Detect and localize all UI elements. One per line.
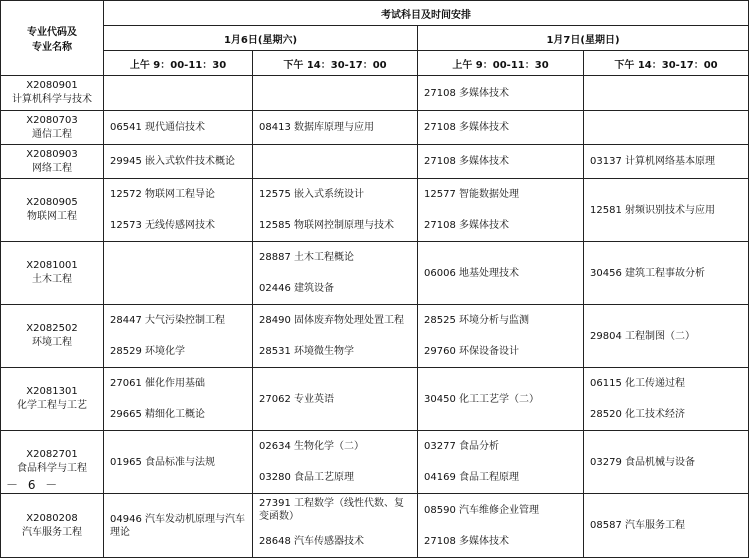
exam-cell — [584, 145, 749, 179]
exam-subject: 27108 多媒体技术 — [424, 122, 509, 133]
exam-cell — [104, 305, 253, 368]
major-name: 物联网工程 — [27, 211, 77, 222]
exam-subject: 02446 建筑设备 — [259, 283, 334, 294]
exam-subject: 28887 土木工程概论 — [259, 252, 354, 263]
major-name: 土木工程 — [32, 274, 72, 285]
major-code: X2080903 — [26, 148, 78, 160]
exam-subject: 27108 多媒体技术 — [424, 535, 509, 547]
exam-cell — [253, 305, 418, 368]
exam-subject: 08587 汽车服务工程 — [590, 520, 685, 531]
exam-subject: 12585 物联网控制原理与技术 — [259, 220, 394, 231]
major-name: 通信工程 — [32, 128, 72, 140]
page-number: － 6 － — [6, 478, 61, 492]
major-code: X2081001 — [26, 260, 78, 271]
table-row — [1, 242, 749, 305]
exam-cell — [418, 242, 584, 305]
exam-cell — [584, 431, 749, 494]
exam-cell — [253, 179, 418, 242]
exam-subject: 27061 催化作用基础 — [110, 378, 205, 389]
exam-subject: 01965 食品标准与法规 — [110, 456, 215, 468]
exam-subject: 28529 环境化学 — [110, 346, 185, 357]
exam-subject: 29945 嵌入式软件技术概论 — [110, 156, 235, 167]
exam-cell — [253, 494, 418, 558]
exam-cell — [104, 368, 253, 431]
major-cell — [1, 76, 104, 111]
exam-cell — [418, 145, 584, 179]
exam-subject: 30450 化工工艺学（二） — [424, 393, 539, 405]
major-code: X2080208 — [26, 512, 78, 524]
table-row — [1, 76, 749, 111]
table-row — [1, 111, 749, 145]
major-cell — [1, 368, 104, 431]
exam-subject: 08590 汽车维修企业管理 — [424, 504, 539, 516]
exam-subject: 06115 化工传递过程 — [590, 378, 685, 389]
major-code: X2080901 — [26, 80, 78, 91]
exam-subject: 27062 专业英语 — [259, 393, 334, 405]
schedule-body — [1, 76, 749, 558]
exam-subject: 28447 大气污染控制工程 — [110, 315, 225, 326]
exam-subject: 12581 射频识别技术与应用 — [590, 204, 715, 216]
exam-subject: 27108 多媒体技术 — [424, 87, 509, 99]
major-name: 网络工程 — [32, 162, 72, 174]
exam-subject: 28531 环境微生物学 — [259, 346, 354, 357]
major-cell — [1, 111, 104, 145]
exam-subject: 27108 多媒体技术 — [424, 220, 509, 231]
exam-cell — [253, 76, 418, 111]
exam-subject: 29804 工程制图（二） — [590, 330, 695, 342]
major-header-line: 专业名称 — [32, 42, 72, 53]
exam-cell — [584, 76, 749, 111]
major-cell — [1, 242, 104, 305]
exam-cell — [104, 431, 253, 494]
exam-cell — [418, 494, 584, 558]
major-code: X2082701 — [26, 449, 78, 460]
major-name: 汽车服务工程 — [22, 526, 82, 538]
exam-subject: 03280 食品工艺原理 — [259, 472, 354, 483]
exam-subject: 03277 食品分析 — [424, 441, 499, 452]
exam-subject: 27108 多媒体技术 — [424, 156, 509, 167]
exam-subject: 02634 生物化学（二） — [259, 441, 364, 452]
day-header: 1月7日(星期日) — [418, 26, 749, 51]
exam-subject: 28520 化工技术经济 — [590, 409, 685, 420]
exam-cell — [418, 305, 584, 368]
exam-subject: 03279 食品机械与设备 — [590, 456, 695, 468]
exam-subject: 30456 建筑工程事故分析 — [590, 267, 705, 279]
exam-cell — [104, 111, 253, 145]
major-header-line: 专业代码及 — [27, 27, 77, 38]
exam-cell — [104, 76, 253, 111]
exam-cell — [104, 242, 253, 305]
exam-cell — [584, 111, 749, 145]
table-row — [1, 368, 749, 431]
exam-cell — [418, 111, 584, 145]
exam-subject: 28648 汽车传感器技术 — [259, 536, 364, 547]
exam-cell — [418, 368, 584, 431]
exam-subject: 06006 地基处理技术 — [424, 267, 519, 279]
exam-cell — [418, 179, 584, 242]
exam-cell — [584, 368, 749, 431]
exam-cell — [104, 145, 253, 179]
table-row — [1, 431, 749, 494]
exam-subject: 04169 食品工程原理 — [424, 472, 519, 483]
table-row — [1, 494, 749, 558]
exam-subject: 08413 数据库原理与应用 — [259, 122, 374, 133]
day-header: 1月6日(星期六) — [104, 26, 418, 51]
exam-cell — [253, 431, 418, 494]
major-name: 食品科学与工程 — [17, 463, 87, 474]
major-column-header — [1, 1, 104, 76]
major-code: X2081301 — [26, 386, 78, 397]
exam-subject: 29760 环保设备设计 — [424, 346, 519, 357]
major-code: X2080703 — [26, 114, 78, 126]
major-cell — [1, 494, 104, 558]
major-name: 环境工程 — [32, 337, 72, 348]
exam-cell — [418, 431, 584, 494]
major-name: 计算机科学与技术 — [12, 94, 92, 105]
exam-cell — [418, 76, 584, 111]
exam-cell — [584, 305, 749, 368]
exam-title-header: 考试科目及时间安排 — [104, 1, 749, 26]
table-row — [1, 179, 749, 242]
exam-subject: 12573 无线传感网技术 — [110, 220, 215, 231]
exam-subject: 28525 环境分析与监测 — [424, 315, 529, 326]
table-row — [1, 305, 749, 368]
time-slot-header: 下午 14：30-17：00 — [584, 51, 749, 76]
exam-subject: 12572 物联网工程导论 — [110, 189, 215, 200]
exam-subject: 03137 计算机网络基本原理 — [590, 156, 715, 167]
table-row — [1, 145, 749, 179]
exam-cell — [253, 368, 418, 431]
major-code: X2080905 — [26, 197, 78, 208]
major-name: 化学工程与工艺 — [17, 400, 87, 411]
time-slot-header: 下午 14：30-17：00 — [253, 51, 418, 76]
time-slot-header: 上午 9：00-11：30 — [104, 51, 253, 76]
exam-subject: 04946 汽车发动机原理与汽车理论 — [110, 513, 245, 538]
major-code: X2082502 — [26, 323, 78, 334]
exam-cell — [584, 494, 749, 558]
major-cell — [1, 145, 104, 179]
exam-cell — [253, 145, 418, 179]
exam-subject: 12575 嵌入式系统设计 — [259, 189, 364, 200]
exam-cell — [584, 179, 749, 242]
exam-subject: 06541 现代通信技术 — [110, 122, 205, 133]
major-cell — [1, 179, 104, 242]
exam-subject: 27391 工程数学（线性代数、复变函数） — [259, 498, 404, 522]
exam-cell — [584, 242, 749, 305]
exam-cell — [253, 242, 418, 305]
time-slot-header: 上午 9：00-11：30 — [418, 51, 584, 76]
exam-subject: 12577 智能数据处理 — [424, 189, 519, 200]
major-cell — [1, 305, 104, 368]
exam-subject: 28490 固体废弃物处理处置工程 — [259, 315, 404, 326]
exam-cell — [104, 494, 253, 558]
exam-subject: 29665 精细化工概论 — [110, 409, 205, 420]
exam-cell — [104, 179, 253, 242]
exam-cell — [253, 111, 418, 145]
